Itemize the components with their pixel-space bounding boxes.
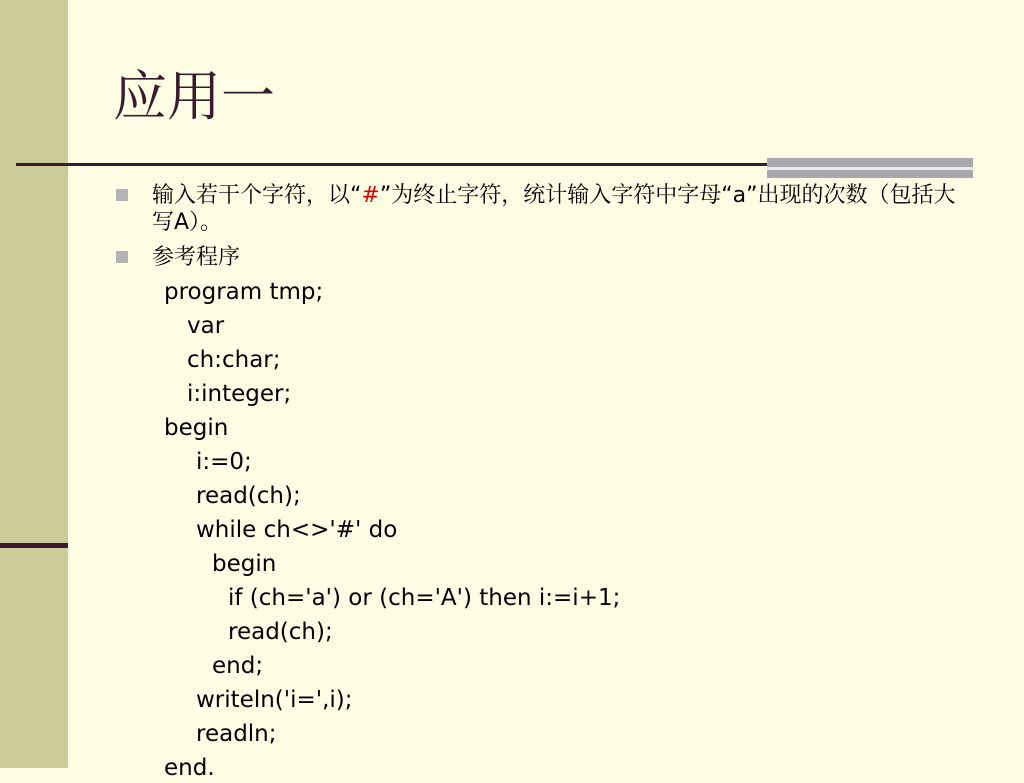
- slide-title: 应用一: [113, 65, 275, 128]
- bullet-text-part: 输入若干个字符，以“: [152, 183, 362, 208]
- code-line: i:integer;: [187, 381, 292, 407]
- code-line: begin: [164, 415, 229, 441]
- code-line: writeln('i=',i);: [196, 687, 353, 713]
- code-line: read(ch);: [196, 483, 301, 509]
- code-line: ch:char;: [187, 347, 281, 373]
- code-line: end;: [212, 653, 264, 679]
- bullet-text-part: ”为终止字符，统计输入字符中字母“a”出现的次数（包括大写A）。: [152, 183, 956, 235]
- code-line: while ch<>'#' do: [196, 517, 398, 543]
- bullet-text-part: 参考程序: [152, 245, 241, 270]
- code-line: if (ch='a') or (ch='A') then i:=i+1;: [228, 585, 621, 611]
- code-line: read(ch);: [228, 619, 333, 645]
- code-line: readln;: [196, 721, 277, 747]
- terminator-symbol: #: [361, 183, 380, 208]
- code-line: i:=0;: [196, 449, 252, 475]
- code-line: var: [187, 313, 225, 339]
- code-line: program tmp;: [164, 279, 324, 305]
- code-line: begin: [212, 551, 277, 577]
- code-line: end.: [164, 755, 215, 781]
